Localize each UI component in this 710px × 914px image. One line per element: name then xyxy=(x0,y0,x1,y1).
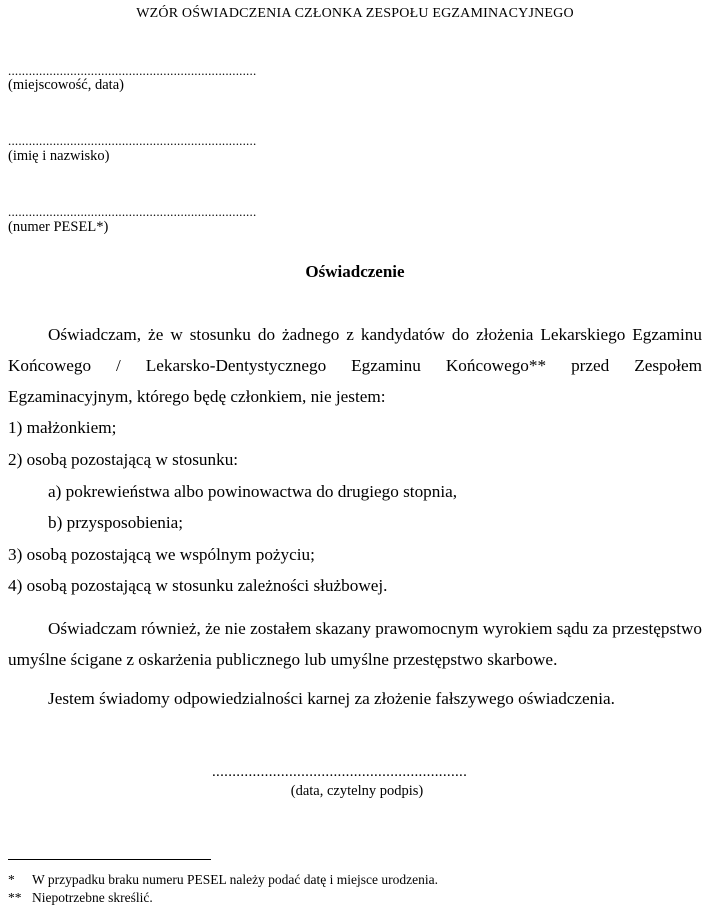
name-dots: ........................................................................ xyxy=(8,133,257,148)
place-date-dots: ........................................................................ xyxy=(8,63,257,78)
list-item-3: 3) osobą pozostającą we wspólnym pożyciu; xyxy=(8,545,315,564)
footnote-divider xyxy=(8,859,211,860)
list-item-2a: a) pokrewieństwa albo powinowactwa do drugiego stopnia, xyxy=(48,482,458,501)
statement-title: Oświadczenie xyxy=(305,262,405,281)
footnote-2-mark: ** xyxy=(8,890,22,905)
list-item-2: 2) osobą pozostającą w stosunku: xyxy=(8,450,239,469)
signature-label: (data, czytelny podpis) xyxy=(290,783,424,799)
document-header: WZÓR OŚWIADCZENIA CZŁONKA ZESPOŁU EGZAMINACYJNEGO xyxy=(136,6,574,21)
place-date-label: (miejscowość, data) xyxy=(8,77,124,93)
intro-paragraph: Oświadczam, że w stosunku do żadnego z kandydatów do złożenia Lekarskiego Egzaminu Końcowego / Lekarsko-Dentystycznego Egzaminu Końcowego** przed Zespołem Egzaminacyjnym, którego będę członkiem, nie jestem: xyxy=(8,325,702,406)
name-label: (imię i nazwisko) xyxy=(8,148,110,164)
footnote-2 xyxy=(8,890,153,906)
footnote-1 xyxy=(8,872,438,888)
list-item-2b: b) przysposobienia; xyxy=(48,513,184,532)
pesel-label: (numer PESEL*) xyxy=(8,219,109,235)
footnote-2-text: Niepotrzebne skreślić. xyxy=(32,890,153,905)
footnote-1-mark: * xyxy=(8,872,15,887)
footnote-1-text: W przypadku braku numeru PESEL należy podać datę i miejsce urodzenia. xyxy=(32,872,438,887)
signature-dots: ............................................................... xyxy=(212,764,468,780)
list-item-1: 1) małżonkiem; xyxy=(8,418,117,437)
pesel-dots: ........................................................................ xyxy=(8,204,257,219)
conviction-paragraph: Oświadczam również, że nie zostałem skazany prawomocnym wyrokiem sądu za przestępstwo umyślne ścigane z oskarżenia publicznego lub umyślne przestępstwo skarbowe. xyxy=(8,619,702,669)
list-item-4: 4) osobą pozostającą w stosunku zależności służbowej. xyxy=(8,576,388,595)
liability-paragraph: Jestem świadomy odpowiedzialności karnej za złożenie fałszywego oświadczenia. xyxy=(48,689,615,708)
